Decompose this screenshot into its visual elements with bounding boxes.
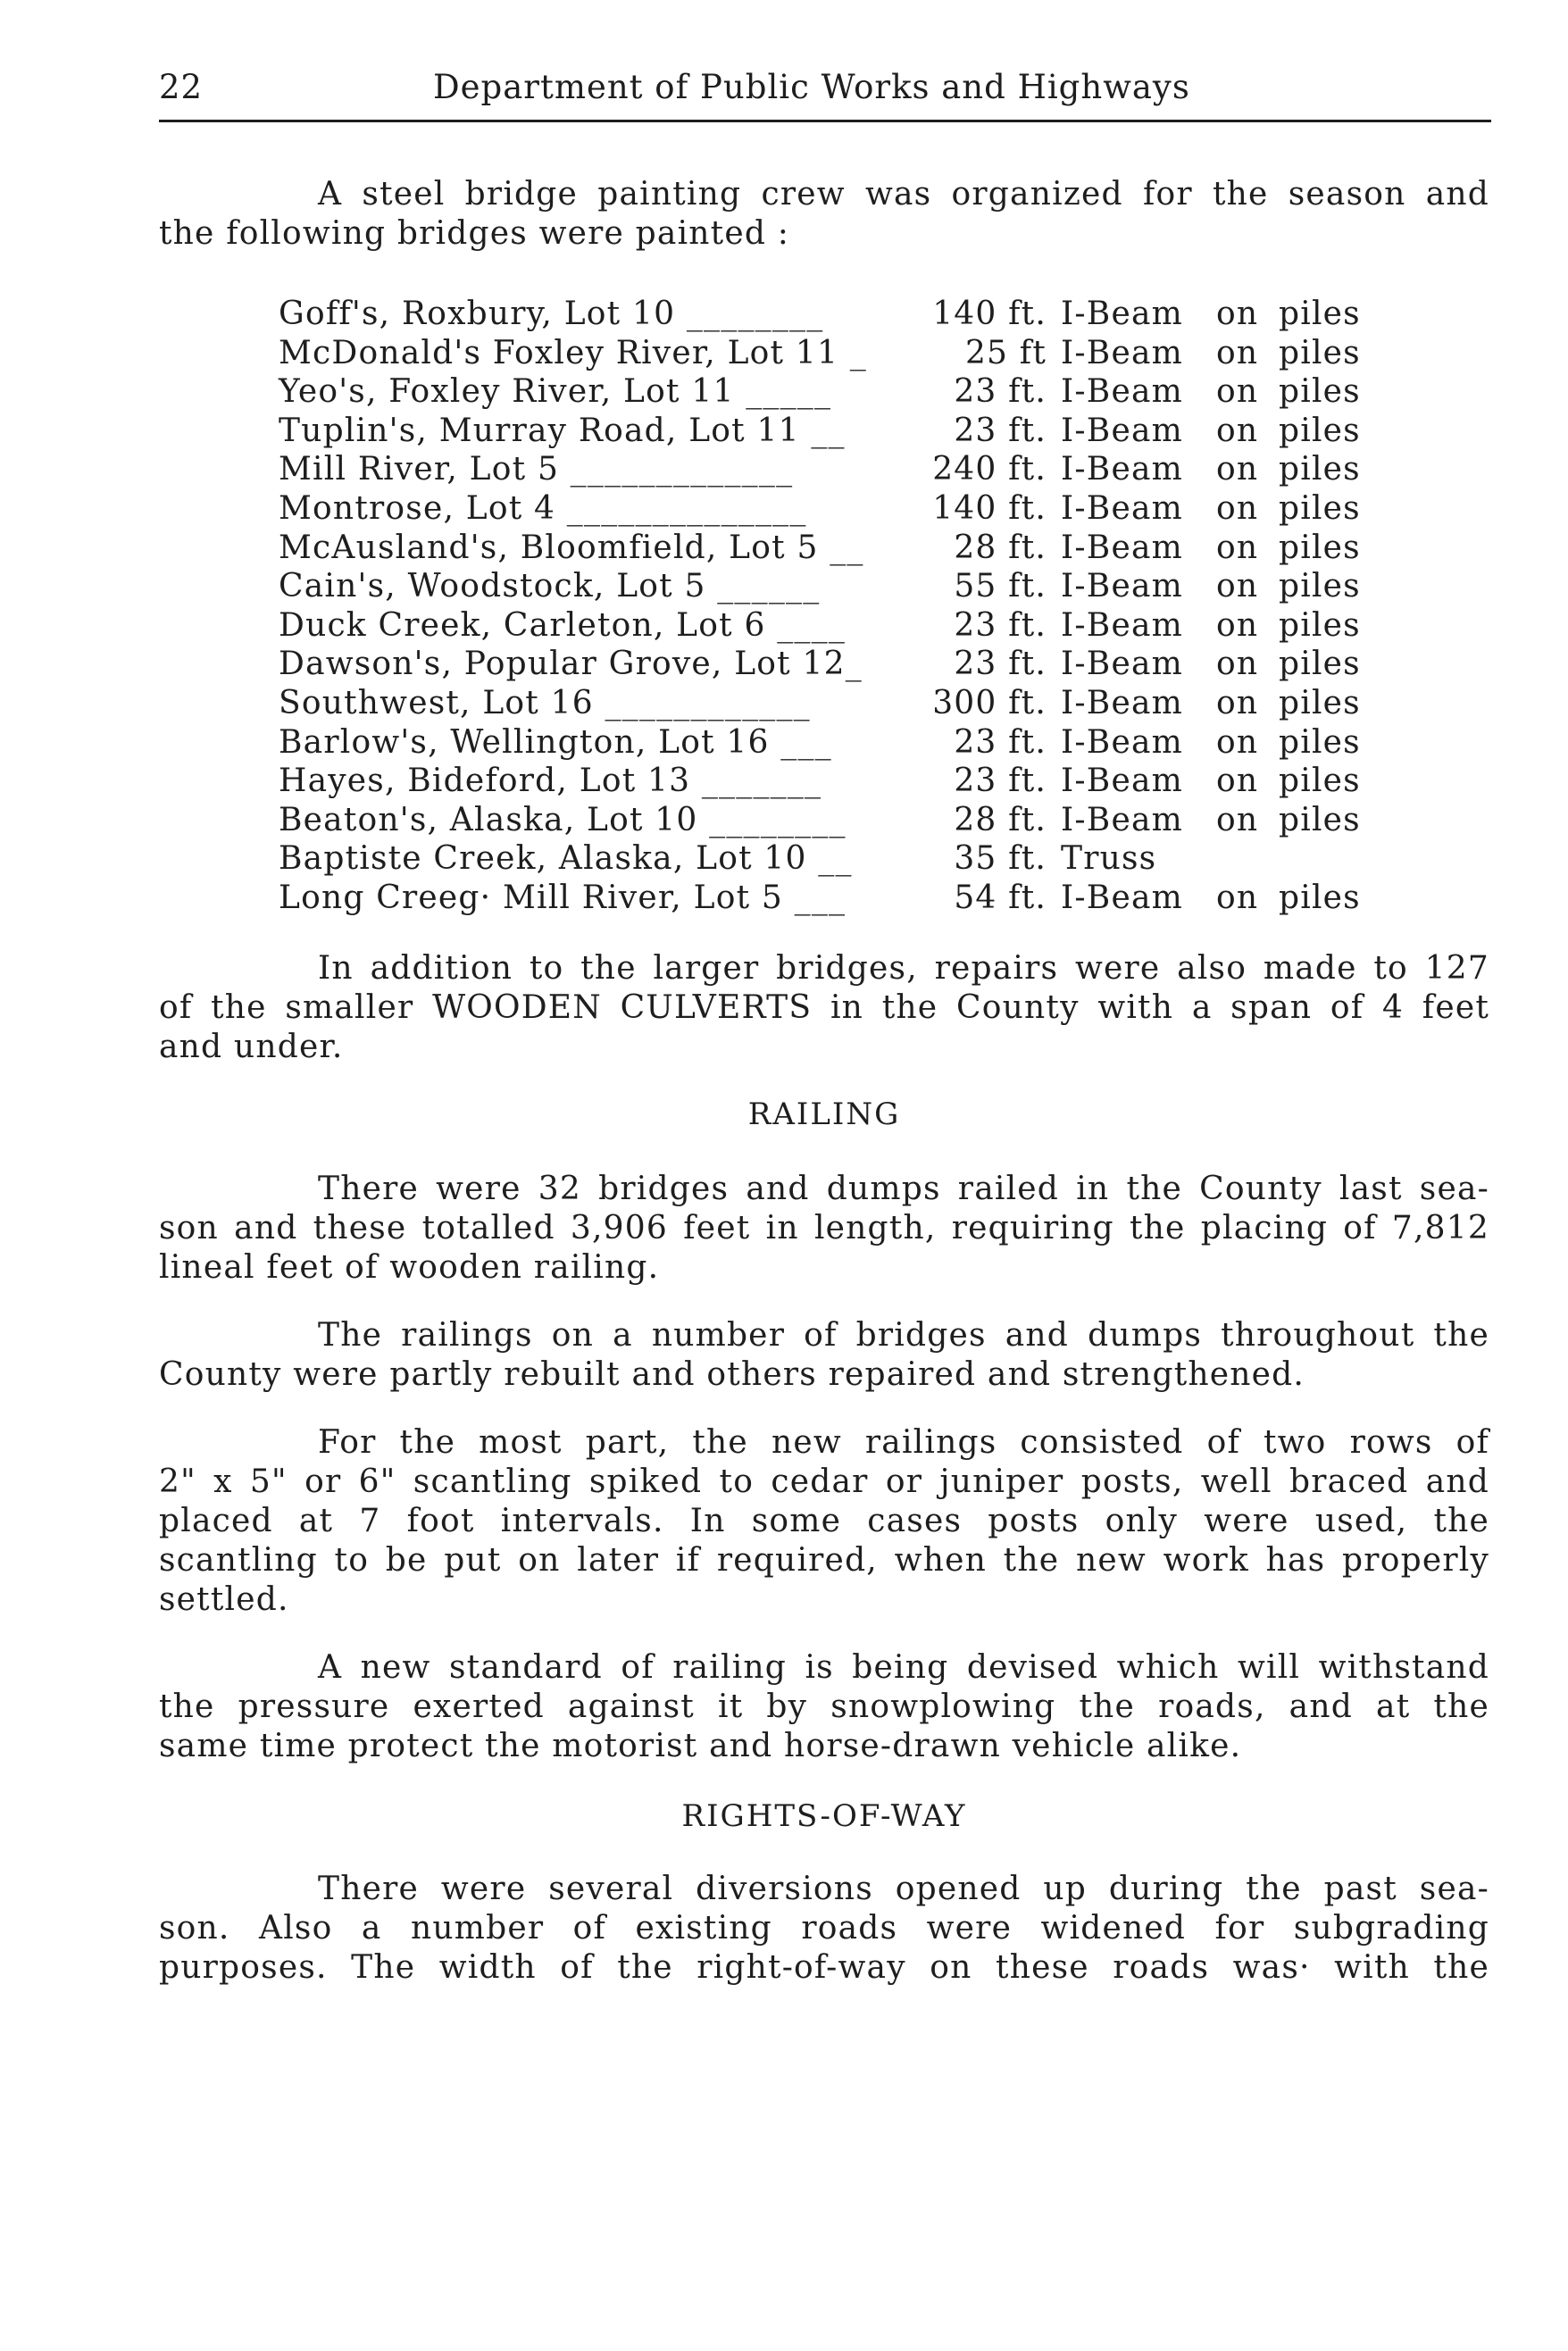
bridge-type: I-Beam	[1061, 451, 1183, 488]
intro-line: the following bridges were painted :	[159, 215, 790, 252]
railing-line: placed at 7 foot intervals. In some cases posts only were used, the	[159, 1503, 1489, 1539]
running-head-title: Department of Public Works and Highways	[433, 68, 1190, 106]
bridge-type: I-Beam	[1061, 334, 1183, 371]
bridge-row	[279, 372, 1395, 412]
bridge-row	[279, 839, 1395, 879]
bridge-on: on	[1216, 568, 1259, 605]
bridge-row	[279, 723, 1395, 763]
bridge-type: I-Beam	[1061, 763, 1183, 800]
bridge-support: piles	[1279, 529, 1361, 566]
bridge-length: 23 ft.	[954, 763, 1047, 800]
railing-line: The railings on a number of bridges and dumps throughout the	[318, 1317, 1489, 1354]
railing-heading: RAILING	[747, 1096, 901, 1132]
bridge-name: Long Creeg· Mill River, Lot 5 ___	[279, 879, 847, 916]
bridge-support: piles	[1279, 684, 1361, 721]
bridge-type: I-Beam	[1061, 373, 1183, 411]
railing-paragraph-3	[159, 1423, 1489, 1620]
page-header	[159, 63, 1489, 116]
bridge-type: I-Beam	[1061, 296, 1183, 332]
bridge-row	[279, 645, 1395, 684]
bridge-on: on	[1216, 373, 1259, 411]
railing-line: For the most part, the new railings consisted of two rows of	[318, 1424, 1489, 1461]
railing-line: lineal feet of wooden railing.	[159, 1249, 660, 1286]
bridge-name: McDonald's Foxley River, Lot 11 _	[279, 334, 867, 371]
bridge-on: on	[1216, 451, 1259, 488]
bridge-on: on	[1216, 723, 1259, 761]
bridge-type: I-Beam	[1061, 723, 1183, 761]
bridge-name: Barlow's, Wellington, Lot 16 ___	[279, 723, 832, 761]
culverts-line: and under.	[159, 1029, 344, 1065]
bridge-on: on	[1216, 529, 1259, 566]
bridge-name: Cain's, Woodstock, Lot 5 ______	[279, 568, 821, 605]
bridge-name: Baptiste Creek, Alaska, Lot 10 __	[279, 840, 853, 878]
bridge-support: piles	[1279, 801, 1361, 838]
rights-of-way-paragraph	[159, 1870, 1489, 1988]
bridge-name: Tuplin's, Murray Road, Lot 11 __	[279, 412, 846, 449]
bridge-row	[279, 334, 1395, 373]
header-rule	[159, 120, 1491, 122]
rights-of-way-heading: RIGHTS-OF-WAY	[681, 1798, 967, 1834]
page-number: 22	[159, 68, 204, 106]
railing-line: County were partly rebuilt and others repaired and strengthened.	[159, 1356, 1305, 1393]
bridge-name: Mill River, Lot 5 _____________	[279, 451, 794, 488]
bridge-length: 25 ft	[964, 334, 1047, 371]
bridge-type: I-Beam	[1061, 879, 1183, 916]
bridge-on: on	[1216, 606, 1259, 644]
railing-paragraph-2	[159, 1316, 1489, 1395]
bridge-support: piles	[1279, 334, 1361, 371]
bridge-length: 55 ft.	[954, 568, 1047, 605]
bridge-support: piles	[1279, 606, 1361, 644]
bridge-type: I-Beam	[1061, 606, 1183, 644]
bridge-row	[279, 801, 1395, 840]
bridge-support: piles	[1279, 296, 1361, 332]
bridge-length: 23 ft.	[954, 373, 1047, 411]
rights-of-way-line: son. Also a number of existing roads were widened for subgrading	[159, 1910, 1489, 1947]
intro-line: A steel bridge painting crew was organized for the season and	[318, 176, 1489, 213]
railing-paragraph-4	[159, 1648, 1489, 1766]
bridge-length: 28 ft.	[954, 801, 1047, 838]
intro-paragraph	[159, 175, 1489, 254]
bridge-support: piles	[1279, 489, 1361, 527]
bridge-on: on	[1216, 879, 1259, 916]
bridge-row	[279, 879, 1395, 918]
bridge-row	[279, 684, 1395, 723]
bridge-row	[279, 567, 1395, 606]
bridge-name: Yeo's, Foxley River, Lot 11 _____	[279, 373, 832, 411]
bridge-length: 140 ft.	[932, 489, 1047, 527]
bridge-support: piles	[1279, 723, 1361, 761]
bridge-name: Duck Creek, Carleton, Lot 6 ____	[279, 606, 847, 644]
bridge-on: on	[1216, 334, 1259, 371]
bridge-on: on	[1216, 296, 1259, 332]
culverts-line: of the smaller WOODEN CULVERTS in the County with a span of 4 feet	[159, 989, 1489, 1026]
bridge-support: piles	[1279, 763, 1361, 800]
bridge-on: on	[1216, 684, 1259, 721]
bridge-length: 240 ft.	[932, 451, 1047, 488]
bridge-support: piles	[1279, 879, 1361, 916]
bridge-type: I-Beam	[1061, 529, 1183, 566]
bridge-name: McAusland's, Bloomfield, Lot 5 __	[279, 529, 864, 566]
bridge-on: on	[1216, 489, 1259, 527]
bridge-on: on	[1216, 646, 1259, 683]
bridge-length: 300 ft.	[932, 684, 1047, 721]
bridge-name: Montrose, Lot 4 ______________	[279, 489, 807, 527]
bridge-type: I-Beam	[1061, 568, 1183, 605]
railing-paragraph-1	[159, 1170, 1489, 1288]
bridge-length: 28 ft.	[954, 529, 1047, 566]
bridge-support: piles	[1279, 373, 1361, 411]
bridge-type: I-Beam	[1061, 801, 1183, 838]
bridge-support: piles	[1279, 646, 1361, 683]
railing-line: son and these totalled 3,906 feet in length, requiring the placing of 7,812	[159, 1210, 1489, 1246]
bridge-on: on	[1216, 412, 1259, 449]
railing-line: same time protect the motorist and horse-drawn vehicle alike.	[159, 1728, 1242, 1764]
bridge-row	[279, 295, 1395, 334]
bridge-length: 140 ft.	[932, 296, 1047, 332]
bridge-support: piles	[1279, 568, 1361, 605]
bridge-length: 35 ft.	[954, 840, 1047, 878]
bridge-on: on	[1216, 763, 1259, 800]
railing-line: There were 32 bridges and dumps railed in the County last sea-	[318, 1171, 1489, 1207]
bridge-type: Truss	[1061, 840, 1157, 878]
bridge-row	[279, 606, 1395, 646]
bridge-list	[279, 295, 1395, 918]
bridge-name: Southwest, Lot 16 ____________	[279, 684, 811, 721]
bridge-row	[279, 529, 1395, 568]
bridge-type: I-Beam	[1061, 646, 1183, 683]
railing-line: A new standard of railing is being devised which will withstand	[318, 1649, 1489, 1686]
bridge-length: 54 ft.	[954, 879, 1047, 916]
bridge-length: 23 ft.	[954, 723, 1047, 761]
bridge-row	[279, 450, 1395, 489]
bridge-on: on	[1216, 801, 1259, 838]
bridge-type: I-Beam	[1061, 489, 1183, 527]
railing-line: the pressure exerted against it by snowplowing the roads, and at the	[159, 1688, 1489, 1725]
bridge-type: I-Beam	[1061, 412, 1183, 449]
bridge-length: 23 ft.	[954, 646, 1047, 683]
bridge-length: 23 ft.	[954, 606, 1047, 644]
bridge-name: Beaton's, Alaska, Lot 10 ________	[279, 801, 847, 838]
bridge-row	[279, 412, 1395, 451]
bridge-length: 23 ft.	[954, 412, 1047, 449]
bridge-row	[279, 489, 1395, 529]
rights-of-way-line: purposes. The width of the right-of-way on these roads was· with the	[159, 1949, 1489, 1986]
bridge-name: Dawson's, Popular Grove, Lot 12_	[279, 646, 863, 683]
culverts-line: In addition to the larger bridges, repairs were also made to 127	[318, 950, 1489, 987]
bridge-row	[279, 762, 1395, 801]
bridge-name: Goff's, Roxbury, Lot 10 ________	[279, 296, 824, 332]
rights-of-way-line: There were several diversions opened up during the past sea-	[318, 1871, 1489, 1907]
bridge-support: piles	[1279, 451, 1361, 488]
railing-line: 2" x 5" or 6" scantling spiked to cedar or juniper posts, well braced and	[159, 1463, 1489, 1500]
railing-line: settled.	[159, 1581, 289, 1618]
bridge-name: Hayes, Bideford, Lot 13 _______	[279, 763, 822, 800]
bridge-support: piles	[1279, 412, 1361, 449]
railing-line: scantling to be put on later if required, when the new work has properly	[159, 1542, 1489, 1579]
culverts-paragraph	[159, 949, 1489, 1067]
bridge-type: I-Beam	[1061, 684, 1183, 721]
